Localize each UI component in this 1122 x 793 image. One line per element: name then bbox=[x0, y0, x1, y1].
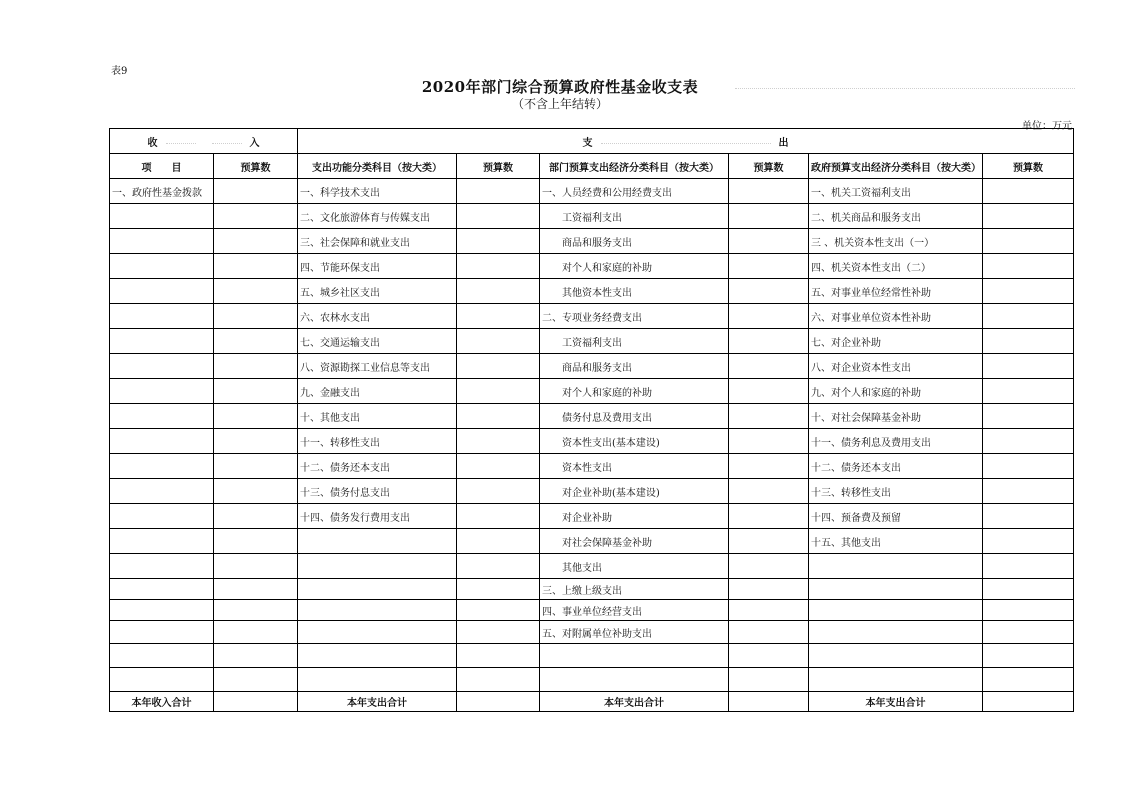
cell-budget-func bbox=[457, 204, 540, 229]
cell-budget-gov bbox=[983, 404, 1074, 429]
budget-table bbox=[109, 128, 1074, 712]
cell-func: 六、农林水支出 bbox=[298, 304, 457, 329]
cell-budget-func bbox=[457, 479, 540, 504]
cell-budget-func bbox=[457, 621, 540, 644]
cell-budget-gov bbox=[983, 279, 1074, 304]
cell-gov: 一、机关工资福利支出 bbox=[809, 179, 983, 204]
cell-func: 十四、债务发行费用支出 bbox=[298, 504, 457, 529]
cell-dept: 对社会保障基金补助 bbox=[540, 529, 729, 554]
table-row bbox=[110, 454, 1074, 479]
cell-budget-income bbox=[214, 179, 298, 204]
cell-func: 四、节能环保支出 bbox=[298, 254, 457, 279]
cell-budget-gov bbox=[983, 354, 1074, 379]
cell-dept: 四、事业单位经营支出 bbox=[540, 600, 729, 621]
table-row bbox=[110, 579, 1074, 600]
cell-budget-func bbox=[457, 579, 540, 600]
cell-budget-gov bbox=[983, 600, 1074, 621]
cell-income bbox=[110, 304, 214, 329]
cell-budget-income bbox=[214, 644, 298, 668]
cell-dept: 工资福利支出 bbox=[540, 204, 729, 229]
table-row bbox=[110, 329, 1074, 354]
table-row bbox=[110, 254, 1074, 279]
table-row bbox=[110, 179, 1074, 204]
unit-label: 单位：万元 bbox=[1022, 121, 1072, 132]
cell-budget-gov bbox=[983, 579, 1074, 600]
cell-budget-dept bbox=[729, 600, 809, 621]
cell-budget-func bbox=[457, 404, 540, 429]
table-row bbox=[110, 504, 1074, 529]
cell-budget-gov bbox=[983, 454, 1074, 479]
cell-gov: 七、对企业补助 bbox=[809, 329, 983, 354]
cell-budget-dept bbox=[729, 279, 809, 304]
cell-gov bbox=[809, 644, 983, 668]
cell-gov: 四、机关资本性支出（二） bbox=[809, 254, 983, 279]
col-gov-econ-category: 政府预算支出经济分类科目（按大类） bbox=[809, 154, 983, 179]
cell-income bbox=[110, 429, 214, 454]
cell-income bbox=[110, 404, 214, 429]
cell-budget-income bbox=[214, 329, 298, 354]
cell-func bbox=[298, 554, 457, 579]
cell-gov: 十、对社会保障基金补助 bbox=[809, 404, 983, 429]
cell-dept: 二、专项业务经费支出 bbox=[540, 304, 729, 329]
table-row bbox=[110, 529, 1074, 554]
cell-func: 十、其他支出 bbox=[298, 404, 457, 429]
cell-dept: 商品和服务支出 bbox=[540, 354, 729, 379]
cell-income: 一、政府性基金拨款 bbox=[110, 179, 214, 204]
cell-budget-func bbox=[457, 229, 540, 254]
cell-func: 十一、转移性支出 bbox=[298, 429, 457, 454]
cell-budget-gov bbox=[983, 204, 1074, 229]
cell-budget-dept bbox=[729, 254, 809, 279]
cell-budget-income bbox=[214, 621, 298, 644]
cell-budget-gov bbox=[983, 229, 1074, 254]
table-row bbox=[110, 668, 1074, 692]
table-row bbox=[110, 229, 1074, 254]
cell-gov: 十五、其他支出 bbox=[809, 529, 983, 554]
cell-income bbox=[110, 579, 214, 600]
cell-budget-gov-total bbox=[983, 692, 1074, 712]
income-header: 收 入 bbox=[110, 129, 298, 154]
cell-gov: 二、机关商品和服务支出 bbox=[809, 204, 983, 229]
cell-budget-gov bbox=[983, 254, 1074, 279]
cell-budget-dept bbox=[729, 668, 809, 692]
cell-gov bbox=[809, 668, 983, 692]
cell-dept: 债务付息及费用支出 bbox=[540, 404, 729, 429]
cell-func-total: 本年支出合计 bbox=[298, 692, 457, 712]
cell-budget-func bbox=[457, 600, 540, 621]
cell-budget-gov bbox=[983, 479, 1074, 504]
cell-budget-func bbox=[457, 454, 540, 479]
cell-income bbox=[110, 229, 214, 254]
cell-income-total: 本年收入合计 bbox=[110, 692, 214, 712]
col-budget-2: 预算数 bbox=[457, 154, 540, 179]
cell-budget-dept bbox=[729, 229, 809, 254]
cell-func bbox=[298, 644, 457, 668]
table-number: 表9 bbox=[111, 66, 128, 77]
cell-budget-income bbox=[214, 504, 298, 529]
cell-income bbox=[110, 454, 214, 479]
cell-budget-func bbox=[457, 329, 540, 354]
cell-budget-dept bbox=[729, 179, 809, 204]
cell-budget-func bbox=[457, 379, 540, 404]
cell-income bbox=[110, 329, 214, 354]
cell-gov: 六、对事业单位资本性补助 bbox=[809, 304, 983, 329]
cell-budget-dept bbox=[729, 479, 809, 504]
cell-func: 三、社会保障和就业支出 bbox=[298, 229, 457, 254]
cell-budget-gov bbox=[983, 379, 1074, 404]
table-row bbox=[110, 600, 1074, 621]
cell-income bbox=[110, 379, 214, 404]
cell-budget-gov bbox=[983, 529, 1074, 554]
col-func-category: 支出功能分类科目（按大类） bbox=[298, 154, 457, 179]
cell-budget-func bbox=[457, 429, 540, 454]
cell-dept bbox=[540, 668, 729, 692]
cell-budget-func bbox=[457, 504, 540, 529]
cell-func bbox=[298, 621, 457, 644]
cell-budget-func bbox=[457, 354, 540, 379]
cell-budget-income bbox=[214, 404, 298, 429]
header-row-2 bbox=[110, 154, 1074, 179]
cell-dept: 工资福利支出 bbox=[540, 329, 729, 354]
cell-budget-func bbox=[457, 279, 540, 304]
cell-budget-dept bbox=[729, 554, 809, 579]
cell-budget-dept bbox=[729, 529, 809, 554]
table-row bbox=[110, 479, 1074, 504]
cell-func: 十三、债务付息支出 bbox=[298, 479, 457, 504]
cell-gov bbox=[809, 579, 983, 600]
cell-func: 一、科学技术支出 bbox=[298, 179, 457, 204]
cell-budget-income bbox=[214, 668, 298, 692]
cell-func: 八、资源勘探工业信息等支出 bbox=[298, 354, 457, 379]
cell-budget-dept bbox=[729, 379, 809, 404]
table-row bbox=[110, 644, 1074, 668]
cell-budget-gov bbox=[983, 554, 1074, 579]
cell-budget-income bbox=[214, 429, 298, 454]
cell-budget-income bbox=[214, 229, 298, 254]
cell-budget-func-total bbox=[457, 692, 540, 712]
table-row bbox=[110, 621, 1074, 644]
cell-budget-dept bbox=[729, 644, 809, 668]
cell-budget-income bbox=[214, 254, 298, 279]
cell-dept: 对企业补助(基本建设) bbox=[540, 479, 729, 504]
cell-func: 七、交通运输支出 bbox=[298, 329, 457, 354]
cell-income bbox=[110, 479, 214, 504]
table-row bbox=[110, 204, 1074, 229]
cell-budget-gov bbox=[983, 329, 1074, 354]
cell-budget-func bbox=[457, 668, 540, 692]
cell-dept: 一、人员经费和公用经费支出 bbox=[540, 179, 729, 204]
cell-dept: 对个人和家庭的补助 bbox=[540, 254, 729, 279]
table-row bbox=[110, 354, 1074, 379]
cell-gov: 八、对企业资本性支出 bbox=[809, 354, 983, 379]
cell-budget-gov bbox=[983, 304, 1074, 329]
cell-gov-total: 本年支出合计 bbox=[809, 692, 983, 712]
cell-budget-income bbox=[214, 579, 298, 600]
cell-budget-income bbox=[214, 304, 298, 329]
cell-func bbox=[298, 529, 457, 554]
cell-func: 十二、债务还本支出 bbox=[298, 454, 457, 479]
cell-budget-income bbox=[214, 279, 298, 304]
cell-budget-dept bbox=[729, 429, 809, 454]
cell-budget-gov bbox=[983, 668, 1074, 692]
cell-income bbox=[110, 529, 214, 554]
cell-gov: 十一、债务利息及费用支出 bbox=[809, 429, 983, 454]
table-row bbox=[110, 429, 1074, 454]
cell-income bbox=[110, 254, 214, 279]
cell-budget-dept bbox=[729, 454, 809, 479]
cell-budget-income bbox=[214, 479, 298, 504]
cell-gov: 十四、预备费及预留 bbox=[809, 504, 983, 529]
cell-dept bbox=[540, 644, 729, 668]
cell-budget-dept bbox=[729, 621, 809, 644]
cell-budget-income bbox=[214, 454, 298, 479]
col-dept-econ-category: 部门预算支出经济分类科目（按大类） bbox=[540, 154, 729, 179]
cell-dept: 对企业补助 bbox=[540, 504, 729, 529]
cell-dept: 商品和服务支出 bbox=[540, 229, 729, 254]
cell-func: 二、文化旅游体育与传媒支出 bbox=[298, 204, 457, 229]
col-budget-4: 预算数 bbox=[983, 154, 1074, 179]
cell-budget-income bbox=[214, 354, 298, 379]
cell-budget-income-total bbox=[214, 692, 298, 712]
cell-budget-dept bbox=[729, 329, 809, 354]
cell-dept: 资本性支出 bbox=[540, 454, 729, 479]
cell-budget-dept-total bbox=[729, 692, 809, 712]
cell-budget-func bbox=[457, 529, 540, 554]
cell-budget-dept bbox=[729, 204, 809, 229]
table-row bbox=[110, 404, 1074, 429]
cell-budget-dept bbox=[729, 404, 809, 429]
cell-func: 五、城乡社区支出 bbox=[298, 279, 457, 304]
title-dotted-line bbox=[735, 88, 1075, 89]
cell-budget-gov bbox=[983, 429, 1074, 454]
cell-budget-func bbox=[457, 254, 540, 279]
cell-budget-func bbox=[457, 179, 540, 204]
cell-income bbox=[110, 600, 214, 621]
cell-func bbox=[298, 600, 457, 621]
cell-income bbox=[110, 554, 214, 579]
cell-budget-income bbox=[214, 600, 298, 621]
cell-gov: 十二、债务还本支出 bbox=[809, 454, 983, 479]
cell-income bbox=[110, 504, 214, 529]
cell-gov: 十三、转移性支出 bbox=[809, 479, 983, 504]
cell-gov: 五、对事业单位经常性补助 bbox=[809, 279, 983, 304]
cell-income bbox=[110, 644, 214, 668]
table-row bbox=[110, 279, 1074, 304]
totals-row bbox=[110, 692, 1074, 712]
col-budget-1: 预算数 bbox=[214, 154, 298, 179]
cell-func: 九、金融支出 bbox=[298, 379, 457, 404]
header-row-1 bbox=[110, 129, 1074, 154]
cell-budget-func bbox=[457, 554, 540, 579]
cell-budget-income bbox=[214, 554, 298, 579]
cell-budget-gov bbox=[983, 179, 1074, 204]
page-subtitle: （不含上年结转） bbox=[511, 97, 608, 111]
cell-gov bbox=[809, 554, 983, 579]
table-row bbox=[110, 554, 1074, 579]
cell-dept: 五、对附属单位补助支出 bbox=[540, 621, 729, 644]
cell-income bbox=[110, 204, 214, 229]
cell-budget-income bbox=[214, 204, 298, 229]
cell-budget-dept bbox=[729, 354, 809, 379]
cell-budget-func bbox=[457, 304, 540, 329]
cell-gov bbox=[809, 600, 983, 621]
cell-income bbox=[110, 668, 214, 692]
cell-gov: 三 、机关资本性支出（一） bbox=[809, 229, 983, 254]
expense-header: 支 出 bbox=[298, 129, 1074, 154]
cell-dept: 其他资本性支出 bbox=[540, 279, 729, 304]
col-budget-3: 预算数 bbox=[729, 154, 809, 179]
page-title: 2020年部门综合预算政府性基金收支表 bbox=[421, 78, 699, 96]
cell-budget-gov bbox=[983, 621, 1074, 644]
cell-budget-gov bbox=[983, 644, 1074, 668]
cell-income bbox=[110, 621, 214, 644]
cell-budget-dept bbox=[729, 504, 809, 529]
cell-dept: 其他支出 bbox=[540, 554, 729, 579]
table-row bbox=[110, 304, 1074, 329]
cell-budget-income bbox=[214, 529, 298, 554]
cell-budget-dept bbox=[729, 579, 809, 600]
col-item: 项 目 bbox=[110, 154, 214, 179]
cell-gov bbox=[809, 621, 983, 644]
cell-budget-gov bbox=[983, 504, 1074, 529]
cell-dept: 资本性支出(基本建设) bbox=[540, 429, 729, 454]
cell-budget-func bbox=[457, 644, 540, 668]
cell-func bbox=[298, 579, 457, 600]
cell-gov: 九、对个人和家庭的补助 bbox=[809, 379, 983, 404]
cell-func bbox=[298, 668, 457, 692]
cell-dept-total: 本年支出合计 bbox=[540, 692, 729, 712]
cell-budget-dept bbox=[729, 304, 809, 329]
cell-dept: 三、上缴上级支出 bbox=[540, 579, 729, 600]
cell-income bbox=[110, 279, 214, 304]
cell-dept: 对个人和家庭的补助 bbox=[540, 379, 729, 404]
table-row bbox=[110, 379, 1074, 404]
cell-budget-income bbox=[214, 379, 298, 404]
cell-income bbox=[110, 354, 214, 379]
